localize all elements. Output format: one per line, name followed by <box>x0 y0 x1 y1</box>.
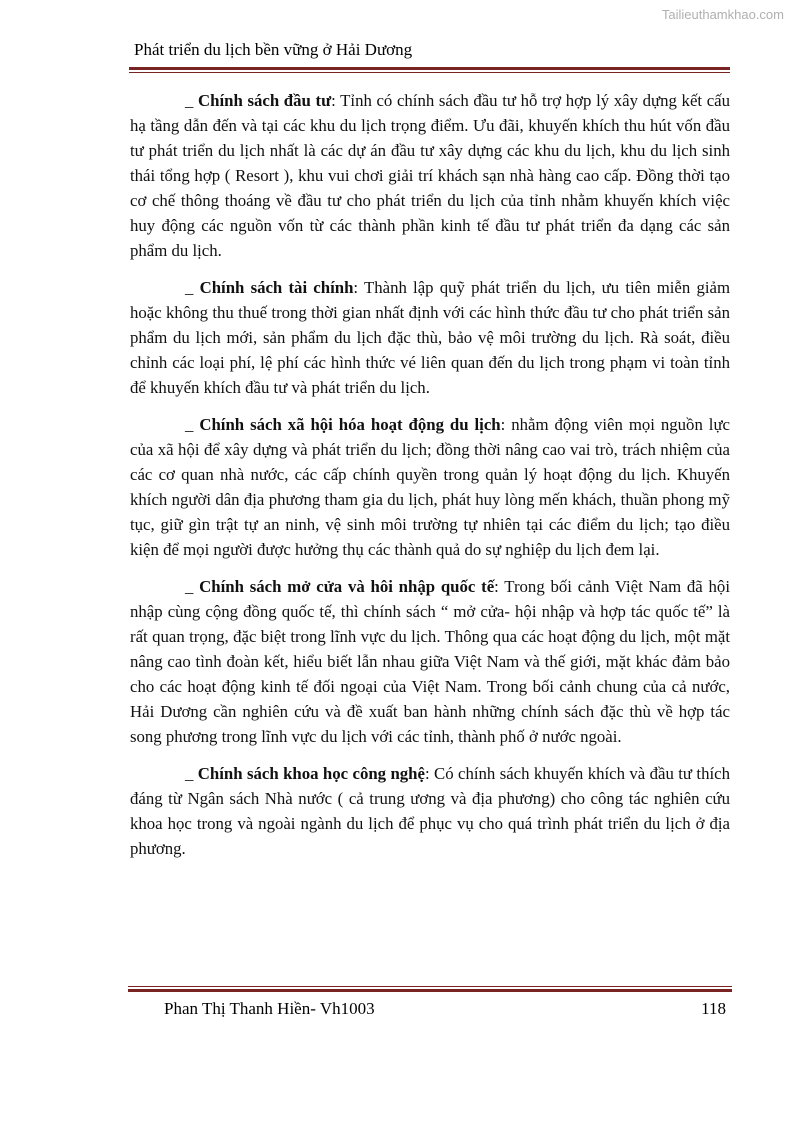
paragraph-finance-policy <box>130 275 730 400</box>
paragraph-lead: Chính sách xã hội hóa hoạt động du lịch <box>199 415 501 434</box>
paragraph-prefix: _ <box>185 415 200 434</box>
footer-rule <box>128 986 732 992</box>
paragraph-science-tech-policy <box>130 761 730 861</box>
paragraph-text: : Tỉnh có chính sách đầu tư hỗ trợ hợp lý xây dựng kết cấu hạ tầng dẫn đến và tại các khu du lịch trọng điểm. Ưu đãi, khuyến khích thu hút vốn đầu tư phát triển du lịch nhất là các dự án đầu tư xây dựng các khu du lịch, khu du lịch sinh thái tổng hợp ( Resort ), khu vui chơi giải trí khách sạn nhà hàng cao cấp. Đồng thời tạo cơ chế thông thoáng về đầu tư cho phát triển du lịch của tỉnh nhằm khuyến khích việc huy động các nguồn vốn từ các thành phần kinh tế đầu tư phát triển đa dạng các sản phẩm du lịch. <box>130 91 730 260</box>
watermark: Tailieuthamkhao.com <box>661 7 784 22</box>
paragraph-prefix: _ <box>185 278 200 297</box>
footer-author: Phan Thị Thanh Hiền- Vh1003 <box>164 999 375 1018</box>
paragraph-prefix: _ <box>185 577 200 596</box>
page-footer <box>128 986 732 1019</box>
paragraph-text: : Thành lập quỹ phát triển du lịch, ưu tiên miễn giảm hoặc không thu thuế trong thời gian nhất định với các hình thức đầu tư cho phát triển sản phẩm du lịch mới, sản phẩm du lịch đặc thù, bảo vệ môi trường du lịch. Rà soát, điều chỉnh các loại phí, lệ phí các hình thức vé liên quan đến du lịch trong phạm vi toàn tỉnh để khuyến khích đầu tư và phát triển du lịch. <box>130 278 730 397</box>
header-title: Phát triển du lịch bền vững ở Hải Dương <box>134 40 413 59</box>
paragraph-open-door-policy <box>130 574 730 749</box>
paragraph-prefix: _ <box>185 764 198 783</box>
paragraph-lead: Chính sách mở cửa và hôi nhập quốc tế <box>199 577 495 596</box>
header-rule <box>129 67 730 73</box>
paragraph-socialization-policy <box>130 412 730 562</box>
document-body <box>130 88 730 873</box>
paragraph-lead: Chính sách đầu tư <box>198 91 332 110</box>
page-header <box>129 40 730 73</box>
paragraph-prefix: _ <box>185 91 199 110</box>
paragraph-text: : Trong bối cảnh Việt Nam đã hội nhập cùng cộng đồng quốc tế, thì chính sách “ mở cửa- hội nhập và hợp tác quốc tế” là rất quan trọng, đặc biệt trong lĩnh vực du lịch. Thông qua các hoạt động du lịch, một mặt nâng cao tình đoàn kết, hiểu biết lẫn nhau giữa Việt Nam và thế giới, mặt khác đảm bảo cho các hoạt động kinh tế đối ngoại của Việt Nam. Trong bối cảnh chung của cả nước, Hải Dương cần nghiên cứu và đề xuất ban hành những chính sách đặc thù về hợp tác song phương trong lĩnh vực du lịch với các tỉnh, thành phố ở nước ngoài. <box>130 577 730 746</box>
paragraph-lead: Chính sách khoa học công nghệ <box>197 764 425 783</box>
paragraph-text: : Có chính sách khuyến khích và đầu tư thích đáng từ Ngân sách Nhà nước ( cả trung ương và địa phương) cho công tác nghiên cứu khoa học trong và ngoài ngành du lịch để phục vụ cho quá trình phát triển du lịch ở địa phương. <box>130 764 730 858</box>
footer-page-number: 118 <box>701 999 726 1018</box>
paragraph-text: : nhằm động viên mọi nguồn lực của xã hội để xây dựng và phát triển du lịch; đồng thời nâng cao vai trò, trách nhiệm của các cơ quan nhà nước, các cấp chính quyền trong quản lý hoạt động du lịch. Khuyến khích người dân địa phương tham gia du lịch, phát huy lòng mến khách, thuần phong mỹ tục, giữ gìn trật tự an ninh, vệ sinh môi trường tự nhiên tại các điểm du lịch; tạo điều kiện để mọi người được hưởng thụ các thành quả do sự nghiệp du lịch đem lại. <box>130 415 730 559</box>
footer-row <box>128 996 732 1019</box>
paragraph-lead: Chính sách tài chính <box>199 278 354 297</box>
paragraph-investment-policy <box>130 88 730 263</box>
